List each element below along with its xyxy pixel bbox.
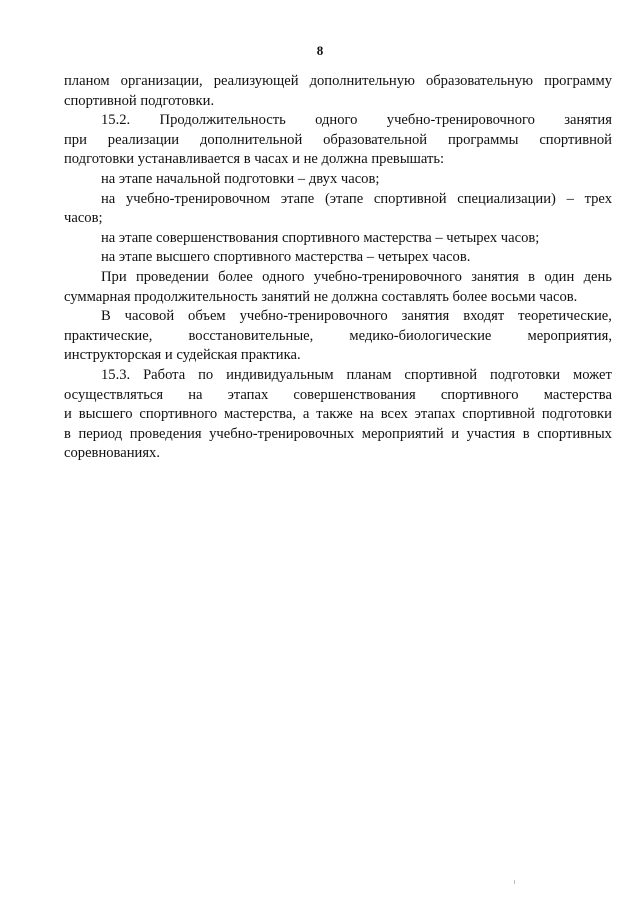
text-word: при (64, 131, 87, 148)
text-word: входят (463, 308, 505, 325)
text-word: часовой (124, 308, 175, 325)
text-word: образовательную (425, 73, 534, 89)
text-word: и (451, 425, 460, 442)
text-line (64, 111, 612, 131)
text-line: инструкторская и судейская практика. (64, 347, 301, 364)
text-word: теоретические, (518, 308, 612, 325)
text-word: этапах (227, 386, 269, 403)
text-word: учебно-тренировочных (209, 425, 355, 442)
text-word: программу (544, 73, 612, 89)
text-word: восстановительные, (188, 327, 314, 344)
text-word: мероприятий (361, 425, 444, 442)
text-word: занятия (471, 268, 519, 285)
text-line: суммарная продолжительность занятий не должна составлять более восьми часов. (64, 288, 578, 305)
text-line (64, 425, 612, 445)
text-word: одного (262, 268, 305, 285)
text-word: в (528, 268, 536, 285)
text-word: учебно-тренировочного (239, 308, 388, 325)
text-word: спортивной (462, 406, 535, 423)
text-word: учебно-тренировочного (313, 268, 462, 285)
text-word: занятия (401, 308, 450, 325)
page-number: 8 (316, 43, 324, 58)
text-word: (этапе (324, 190, 364, 207)
text-word: Продолжительность (159, 112, 286, 129)
text-word: 15.3. (101, 366, 131, 383)
text-word: спортивной (373, 190, 447, 207)
text-word: реализации (107, 131, 180, 148)
text-word: организации, (120, 73, 203, 89)
text-word: в (522, 425, 530, 442)
scan-artifact (514, 880, 515, 884)
text-word: совершенствования (293, 386, 416, 403)
text-line (64, 366, 612, 386)
text-word: планом (64, 73, 110, 89)
text-line (64, 268, 612, 288)
text-word: по (198, 366, 214, 383)
text-word: учебно-тренировочного (386, 112, 535, 129)
text-word: этапе (280, 190, 315, 207)
text-word: день (583, 268, 612, 285)
text-word: спортивного (139, 406, 218, 423)
text-line: на этапе совершенствования спортивного мастерства – четырех часов; (101, 229, 540, 246)
text-word: спортивного (440, 386, 519, 403)
text-word: участия (466, 425, 516, 442)
text-line (64, 131, 612, 151)
text-word: может (572, 366, 612, 383)
text-word: учебно-тренировочном (125, 190, 271, 207)
text-word: подготовки (541, 406, 612, 423)
text-word: а (302, 406, 310, 423)
text-line: спортивной подготовки. (64, 92, 215, 109)
text-line: подготовки устанавливается в часах и не должна превышать: (64, 151, 445, 168)
text-word: осуществляться (64, 386, 164, 403)
text-line: часов; (64, 210, 103, 227)
text-word: и (64, 406, 72, 423)
text-word: одного (315, 112, 358, 129)
text-line (64, 327, 612, 347)
text-line: на этапе высшего спортивного мастерства – четырех часов. (101, 249, 471, 266)
text-word: планам (346, 366, 392, 383)
text-word: на (101, 190, 116, 207)
text-word: занятия (564, 112, 612, 129)
text-word: спортивной (539, 131, 612, 148)
text-word: высшего (78, 406, 133, 423)
text-word: на (359, 406, 374, 423)
text-word: дополнительной (200, 131, 303, 148)
text-word: специализации) (457, 190, 556, 207)
text-word: мастерства (543, 386, 612, 403)
text-word: один (544, 268, 575, 285)
text-word: на (188, 386, 203, 403)
text-line (64, 405, 612, 425)
text-word: также (316, 406, 353, 423)
text-word: В (101, 308, 111, 325)
text-word: При (101, 268, 127, 285)
document-body (64, 72, 612, 464)
text-word: Работа (143, 366, 186, 383)
text-word: в (64, 425, 71, 442)
text-word: мастерства, (224, 406, 296, 423)
text-word: трех (584, 190, 612, 207)
text-word: объем (188, 308, 226, 325)
text-word: 15.2. (101, 112, 131, 129)
text-word: подготовки (489, 366, 561, 383)
text-word: реализующей (213, 73, 299, 89)
text-line (64, 72, 612, 92)
text-word: проведении (135, 268, 209, 285)
text-word: – (566, 190, 574, 207)
text-word: индивидуальным (226, 366, 334, 383)
text-word: спортивной (404, 366, 478, 383)
text-word: этапах (414, 406, 456, 423)
text-word: более (218, 268, 253, 285)
text-line (64, 190, 612, 210)
text-word: дополнительную (309, 73, 415, 89)
text-word: период (78, 425, 123, 442)
text-word: всех (380, 406, 408, 423)
text-line: на этапе начальной подготовки – двух часов; (101, 170, 380, 187)
text-word: медико-биологические (349, 327, 492, 344)
text-word: образовательной (323, 131, 428, 148)
text-word: программы (447, 131, 519, 148)
text-line (64, 307, 612, 327)
text-word: спортивных (537, 425, 612, 442)
text-line (64, 386, 612, 406)
text-line: соревнованиях. (64, 445, 160, 462)
text-word: мероприятия, (527, 327, 612, 344)
text-word: проведения (129, 425, 202, 442)
text-word: практические, (64, 327, 153, 344)
